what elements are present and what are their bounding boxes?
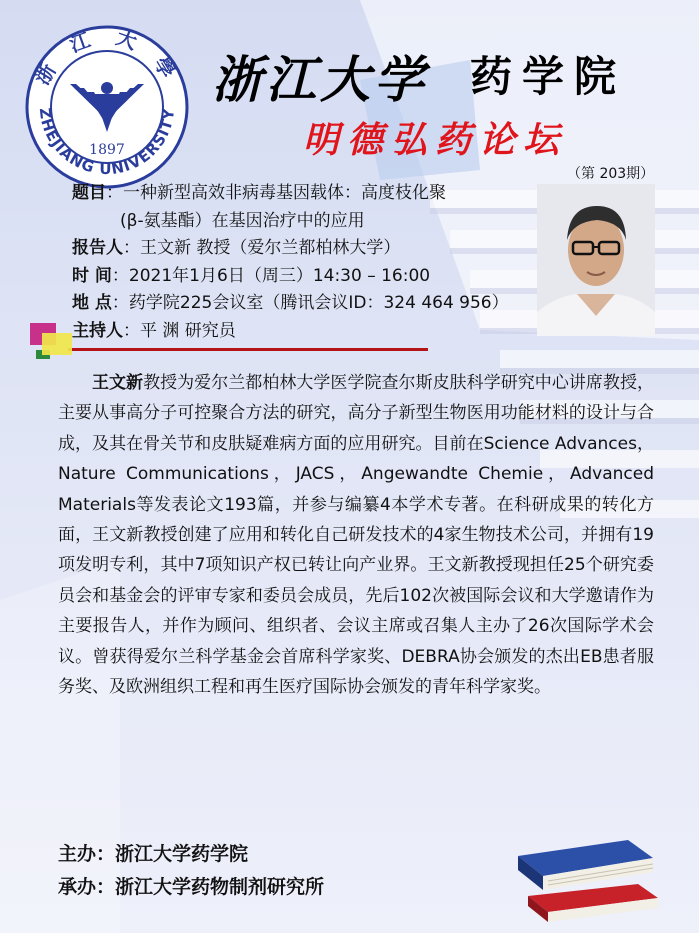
title-label: 题目 [72,183,106,203]
time-value: ：2021年1月6日（周三）14:30 – 16:00 [111,265,431,286]
place-row [72,290,509,318]
issue-number: （第 203期） [567,166,655,182]
speaker-value: ：王文新 教授（爱尔兰都柏林大学） [123,238,401,258]
host-label: 主持人 [72,320,123,341]
divider-line [68,348,428,351]
speaker-row [72,235,509,263]
svg-text:ZHEJIANG UNIVERSITY: ZHEJIANG UNIVERSITY [35,107,179,179]
time-row [72,263,509,291]
speaker-label: 报告人 [72,238,123,258]
time-label: 时 间 [72,265,112,286]
title-row [72,180,509,208]
host-row [72,318,509,346]
university-name-calligraphy: 浙江大学 [212,50,428,109]
speaker-photo [537,184,655,336]
bio-text: 教授为爱尔兰都柏林大学医学院查尔斯皮肤科学研究中心讲席教授，主要从事高分子可控聚合方法的研究，高分子新型生物医用功能材料的设计与合成，及其在骨关节和皮肤疑难病方面的应用研究。目前在Science Advances，Nature Communications，JACS，Angewandte Chemie，Advanced Materials等发表论文193篇，并参与编纂4本学术专著。在科研成果的转化方面，王文新教授创建了应用和转化自己研发技术的4家生物技术公司，并拥有19项发明专利，其中7项知识产权已转让向产业界。王文新教授现担任25个研究委员会和基金会的评审专家和委员会成员，先后102次被国际会议和大学邀请作为主要报告人，并作为顾问、组织者、会议主席或召集人主办了26次国际学术会议。曾获得爱尔兰科学基金会首席科学家奖、DEBRA协会颁发的杰出EB患者服务奖、及欧洲组织工程和再生医疗国际协会颁发的青年科学家奖。 [58,373,654,698]
bio-speaker-name: 王文新 [92,373,144,393]
event-info [72,180,509,345]
title-value-line2: (β-氨基酯）在基因治疗中的应用 [120,210,365,231]
forum-title: 明德弘药论坛 [303,120,568,161]
books-illustration-icon [508,826,668,926]
place-value: ：药学院225会议室（腾讯会议ID：324 464 956） [111,293,509,313]
university-seal-logo [22,22,192,192]
organizer-cohost: 承办：浙江大学药物制剂研究所 [58,876,325,898]
place-label: 地 点 [72,293,112,313]
host-value: ：平 渊 研究员 [123,320,236,341]
school-department-title: 药学院 [470,52,627,101]
organizers [58,838,324,904]
svg-text:1897: 1897 [89,142,125,158]
decorative-square-yellow [42,333,72,355]
organizer-host: 主办：浙江大学药学院 [58,843,249,865]
speaker-biography [58,368,654,702]
svg-text:浙 江 大 學: 浙 江 大 學 [29,25,185,89]
title-row-2 [72,208,509,236]
title-value-line1: ：一种新型高效非病毒基因载体：高度枝化聚 [106,183,446,203]
